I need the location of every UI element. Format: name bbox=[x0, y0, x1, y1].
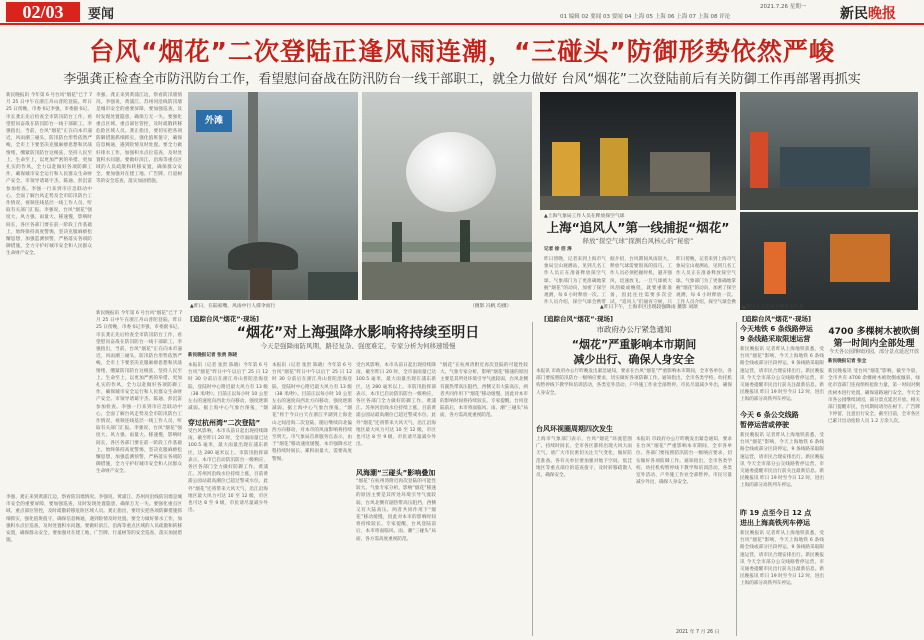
worker-raincoat bbox=[552, 142, 580, 198]
section-name: 要闻 bbox=[88, 7, 115, 22]
story2-col-b bbox=[610, 256, 672, 306]
photo-weather-balloon bbox=[362, 92, 532, 300]
story1-text-a2: 受台风影响，本市从前日起出现持续降雨，截至昨日 20 时，全市面雨量已达 100.5 毫米，最大雨量出现在浦东新区，达 280 毫米以上。市防汛指挥部表示，本市已启动防汛防台一级响应，各区各部门全力做好防御工作。黄浦江、苏州河沿线水位持续上涨，目前黄浦公园站最高潮位已超过警戒水位。此外“烟花”还将带来大风天气，沿江沿海地区最大风力可达 10 至 12 级，市区也可达 8 至 9 级，市民请尽量减少外出。 bbox=[188, 429, 268, 514]
masthead-logo bbox=[840, 3, 896, 23]
story5-col bbox=[828, 368, 920, 636]
story5-subtitle: 今天各公园继续闭园，部分景点延迟开放 bbox=[828, 349, 919, 355]
story5-byline: 新民晚报记者 张全 bbox=[828, 359, 867, 364]
series-tag-3: [追踪台风“烟花”·现场] bbox=[190, 315, 259, 323]
worker-orange bbox=[750, 132, 768, 192]
story1-title: “烟花”对上海强降水影响将持续至明日 bbox=[236, 325, 480, 341]
story1-text-b: 本报讯（记者 张贵 陈晓）今年第 6 号台风“烟花”昨日中午以后于 25 日 12 时 30 分前后在浙江舟山普陀沿海登陆，登陆时中心附近最大风力有 13 级（38 米/秒）。目前正以每小时 10 公里左右的速度向西北方向移动，强度逐渐减弱。据上海中心气象台预报，“烟花”将于今日白天在浙江平湖到上海金山之间沿海二次登陆，随后继续向北偏西方向移动，对本市的风雨影响将持续至明天。市气象局首席服务官表示，由于“烟花”移动速度缓慢，本市强降水过程持续时间长、累积雨量大，需要高度警惕。 bbox=[272, 363, 352, 462]
series-tag-2: [追踪台风“烟花”·现场] bbox=[742, 315, 811, 323]
story3-kicker: 市政府办公厅紧急通知 bbox=[596, 325, 672, 334]
story1-byline: 新民晚报记者 张贵 陈晓 bbox=[188, 353, 238, 358]
story3-text-b: 本报讯 市政府办公厅昨晚发出紧急通知，要求在台风“烟花”严重影响本市期间，全市各单位、各部门要按照防汛防台一级响应要求，切实做好各项防御工作。通知指出，全市各类学校、幼托机构暂停线下教学和培训活动，各类室外活动、户外施工作业全部暂停。市民尽量减少外出，确保人身安全。 bbox=[636, 437, 732, 486]
story1-text-d: “烟花”在杭州湾附近再次登陆的可能性较大。气象专家分析，影响“烟花”移速的原因主要是其所处环境引导气流较弱，台风北侧有副热带高压阻挡，西侧又有大陆高压，两者共同作用下“烟花”移动缓慢，因此对本市的影响时间将持续较长。专家提醒，台风登陆前后，本市将面临风、雨、潮“三碰头”局面，各方需高度重视防范。 bbox=[440, 363, 528, 419]
main-headline: 台风“烟花”二次登陆正逢风雨连潮，“三碰头”防御形势依然严峻 bbox=[89, 37, 835, 66]
photo-caption-5: ▲昨日下午，上海市区出现较强降雨 摄影 刘歆 bbox=[600, 305, 698, 310]
story3-text-a: 上海市气象部门表示，台风“烟花”环流范围广、持续时间长，全市各区都将出现大风大雨天气，请广大市民密切关注天气变化，做好防范准备。各有关单位要加强对地下空间、低洼地区等重点部位的巡查值守，及时转移疏散人员，确保安全。 bbox=[536, 437, 632, 479]
photo-rain-street bbox=[740, 92, 918, 210]
story5-text: 新民晚报讯 受台风“烟花”影响，截至今晨，全市共有 4700 余棵树木被吹倒或倾斜，绿化市容部门连夜组织抢险力量，第一时间对倒伏树木进行处置，确保道路通行安全。今天全市各公园继续闭园，部分景点延迟开放。相关部门提醒市民，台风期间请勿在树下、广告牌下停留，注意出行安全。截至目前，全市各区已累计出动抢险人员 1.2 万余人次。 bbox=[828, 369, 920, 425]
header-rule bbox=[0, 23, 924, 25]
transit-head-5: 昨 19 点至今日 12 点 bbox=[740, 509, 812, 517]
story1-subhead-1: 穿过杭州湾“二次登陆” bbox=[188, 419, 261, 427]
photo-caption-3: ▲上海气象局工作人员在释放探空气球 bbox=[544, 214, 625, 219]
lead-story-col-c bbox=[96, 310, 182, 490]
edition-date: 2021.7.26 星期一 bbox=[760, 4, 807, 10]
story1-subhead-2: 风海潮“三碰头”影响叠加 bbox=[356, 469, 436, 477]
worker-vest bbox=[764, 242, 786, 294]
story2-text-a: 昨日傍晚，记者来到上海市气象局宝山观测站，见到几名工作人员正在准备释放探空气球。气象部门为了更准确地掌握“烟花”的动向，加密了探空观测，每 6 小时释放一次。工作人员介绍，探空气球会携带 bbox=[544, 257, 606, 306]
story1-col-d bbox=[440, 362, 528, 636]
story3-title: “烟花”严重影响本市期间 bbox=[571, 338, 697, 351]
photo-caption-1: ▲昨日，在陆家嘴，风雨中行人撑伞而行 bbox=[190, 304, 276, 309]
transit-text-3 bbox=[740, 530, 824, 636]
transit-para-1: 新民晚报讯 记者昨从上海地铁获悉，受台风“烟花”影响，今天上海地铁 6 条线路全线或部分区段停运，9 条线路采取限速运营，请市民合理安排出行。新民晚报讯 今天全市部分公交线路暂停运营，市交通委提醒市民出行前关注最新信息。新民晚报讯 昨日 19 时至今日 12 时，进出上海的部分高铁列车停运。 bbox=[740, 347, 824, 403]
story1-col-a2 bbox=[188, 428, 268, 636]
umbrella bbox=[228, 242, 298, 270]
story1-col-a bbox=[188, 362, 268, 412]
story1-col-b bbox=[272, 362, 352, 636]
photo-caption-6: ▲防汛人员连夜开展排水作业 bbox=[742, 305, 804, 310]
story3-title2: 减少出行、确保人身安全 bbox=[573, 353, 695, 366]
story2-subtitle: 释放“探空气球”探测台风核心的“秘密” bbox=[582, 237, 694, 245]
brand-a: 新民 bbox=[840, 6, 868, 22]
lead-text-d: 李强、龚正来到黄浦江边，察看防汛墙情况。李强说，黄浦江、苏州河沿线防汛墙是城市安全的重要屏障，要加强巡查，及时发现处置隐患，确保万无一失。要强化重点区域、重点部位管控，及时疏散转移危险区域人员。龚正指出，要切实把各项防御措施抓细抓实，强化值班值守，确保信息畅通，遇到险情及时处置。要全力做好排水工作，加强积水点位巡查，及时处置积水问题。要做好滨江、沿海等重点区域的人员疏散和转移安置，确保群众安全。要加强对在建工地、广告牌、行道树等的安全巡查，落实加固措施。 bbox=[6, 495, 182, 544]
story2-byline: 记者 徐 佰 涛 bbox=[544, 247, 572, 252]
story1-text-c2: “烟花”在杭州湾附近再次登陆的可能性较大。气象专家分析，影响“烟花”移速的原因主要是其所处环境引导气流较弱，台风北侧有副热带高压阻挡，西侧又有大陆高压，两者共同作用下“烟花”移动缓慢，因此对本市的影响时间将持续较长。专家提醒，台风登陆前后，本市将面临风、雨、潮“三碰头”局面，各方需高度重视防范。 bbox=[356, 479, 436, 542]
main-subhead: 李强龚正检查全市防汛防台工作，看望慰问奋战在防汛防台一线干部职工，就全力做好 台风“烟花”二次登陆前后有关防御工作再部署再抓实 bbox=[63, 72, 861, 87]
transit-head-6: 进出上海高铁列车停运 bbox=[740, 519, 810, 527]
story2-text-b: 据介绍，台风期间风雨较大，释放气球需要很高的技巧。工作人员必须把握时机，避开强风，迅速放飞。一旦气球被大风刮破或缠绕，就要重新准备，因此往往需要多次尝试。“追风人”们通宵守候，只 bbox=[610, 257, 672, 306]
story3-date: 2021 年 7 月 26 日 bbox=[676, 630, 720, 635]
lead-text-a: 新民晚报讯 今年第 6 号台风“烟花”已于 7 月 25 日中午在浙江舟山普陀登陆。昨日 25 日傍晚，市委书记李强，市委副书记、市长龚正先后检查全市防汛防台工作，看望慰问奋战在防汛防台一线干部职工。李强指出，当前，台风“烟花”正在向本市逼近，风雨潮三碰头，防汛防台形势依然严峻，全市上下要坚决克服麻痹思想和厌战情绪，绷紧防汛防台这根弦，坚持人民至上、生命至上，以更加严密的举措、更加扎实的作风，全力以赴做好各项防御工作，确保城市安全运行和人民群众生命财产安全。市领导诸葛宇杰、陈通、彭沉雷参加检查。李强一行来到市应急联动中心，全面了解台风走势及全市防汛防台工作情况，视频连线基层一线工作人员，听取有关部门汇报。李强说，台风“烟花”强度大、风力强、雨量大、移速慢，影响时间长，各区各部门要在前一阶段工作基础上，始终保持高度警惕，坚决克服麻痹松懈思想，加强监测预警，严格落实各项防御措施，全力守护好城市安全和人民群众生命财产安全。 bbox=[6, 93, 92, 257]
story5-title2: 第一时间内全部处理 bbox=[833, 339, 915, 349]
story3-text-lead: 本报讯 市政府办公厅昨晚发出紧急通知，要求在台风“烟花”严重影响本市期间，全市各单位、各部门要按照防汛防台一级响应要求，切实做好各项防御工作。通知指出，全市各类学校、幼托机构暂停线下教学和培训活动，各类室外活动、户外施工作业全部暂停。市民尽量减少外出，确保人身安全。 bbox=[536, 369, 732, 396]
divider-v1 bbox=[532, 322, 533, 636]
street-sign: 外滩 bbox=[196, 110, 232, 132]
story2-col-a bbox=[544, 256, 606, 306]
lead-text-b: 李强、龚正来到黄浦江边，察看防汛墙情况。李强说，黄浦江、苏州河沿线防汛墙是城市安全的重要屏障，要加强巡查，及时发现处置隐患，确保万无一失。要强化重点区域、重点部位管控，及时疏散转移危险区域人员。龚正指出，要切实把各项防御措施抓细抓实，强化值班值守，确保信息畅通，遇到险情及时处置。要全力做好排水工作，加强积水点位巡查，及时处置积水问题。要做好滨江、沿海等重点区域的人员疏散和转移安置，确保群众安全。要加强对在建工地、广告牌、行道树等的安全巡查，落实加固措施。 bbox=[96, 93, 182, 185]
page-header bbox=[0, 0, 924, 22]
series-tag-1: [追踪台风“烟花”·现场] bbox=[544, 315, 613, 323]
story1-text-c: 受台风影响，本市从前日起出现持续降雨，截至昨日 20 时，全市面雨量已达 100.5 毫米，最大雨量出现在浦东新区，达 280 毫米以上。市防汛指挥部表示，本市已启动防汛防台一级响应，各区各部门全力做好防御工作。黄浦江、苏州河沿线水位持续上涨，目前黄浦公园站最高潮位已超过警戒水位。此外“烟花”还将带来大风天气，沿江沿海地区最大风力可达 10 至 12 级，市区也可达 8 至 9 级，市民请尽量减少外出。 bbox=[356, 363, 436, 448]
page-nav: 01 编辑 02 要闻 03 要闻 04 上海 05 上海 06 上海 07 上海 08 评论 bbox=[560, 14, 731, 20]
photo-night-rescue bbox=[540, 92, 736, 210]
transit-head-4: 暂停运营或停驶 bbox=[740, 421, 789, 429]
transit-text-1 bbox=[740, 346, 824, 406]
lead-text-c: 新民晚报讯 今年第 6 号台风“烟花”已于 7 月 25 日中午在浙江舟山普陀登陆。昨日 25 日傍晚，市委书记李强，市委副书记、市长龚正先后检查全市防汛防台工作，看望慰问奋战在防汛防台一线干部职工。李强指出，当前，台风“烟花”正在向本市逼近，风雨潮三碰头，防汛防台形势依然严峻，全市上下要坚决克服麻痹思想和厌战情绪，绷紧防汛防台这根弦，坚持人民至上、生命至上，以更加严密的举措、更加扎实的作风，全力以赴做好各项防御工作，确保城市安全运行和人民群众生命财产安全。市领导诸葛宇杰、陈通、彭沉雷参加检查。李强一行来到市应急联动中心，全面了解台风走势及全市防汛防台工作情况，视频连线基层一线工作人员，听取有关部门汇报。李强说，台风“烟花”强度大、风力强、雨量大、移速慢，影响时间长，各区各部门要在前一阶段工作基础上，始终保持高度警惕，坚决克服麻痹松懈思想，加强监测预警，严格落实各项防御措施，全力守护好城市安全和人民群众生命财产安全。 bbox=[96, 311, 182, 475]
lead-story-col-d bbox=[6, 494, 182, 636]
story2-col-c bbox=[676, 256, 736, 306]
story3-col-a bbox=[536, 436, 632, 636]
page-number: 02/03 bbox=[6, 2, 80, 22]
story2-text-c: 昨日傍晚，记者来到上海市气象局宝山观测站，见到几名工作人员正在准备释放探空气球。气象部门为了更准确地掌握“烟花”的动向，加密了探空观测，每 6 小时释放一次。工作人员介绍，探空气球会携 bbox=[676, 257, 736, 306]
story2-title: 上海“追风人”第一线捕捉“烟花” bbox=[546, 220, 730, 235]
story3-lead bbox=[536, 368, 732, 418]
photo-caption-2: （摄影 冯帆 均摄） bbox=[470, 304, 512, 309]
story1-subtitle: 今天是强降雨防风期，路径复杂、强度难定，专家分析为何移速缓慢 bbox=[260, 342, 456, 350]
transit-text-2 bbox=[740, 432, 824, 502]
balloon bbox=[406, 132, 496, 212]
photo-drainage bbox=[740, 212, 918, 310]
transit-para-2: 新民晚报讯 记者昨从上海地铁获悉，受台风“烟花”影响，今天上海地铁 6 条线路全线或部分区段停运，9 条线路采取限速运营，请市民合理安排出行。新民晚报讯 今天全市部分公交线路暂停运营，市交通委提醒市民出行前关注最新信息。新民晚报讯 昨日 19 时至今日 12 时，进出上海的部分高铁列车停运。 bbox=[740, 433, 824, 489]
story5-title: 4700 多棵树木被吹倒 bbox=[828, 327, 920, 337]
divider-v2 bbox=[736, 322, 737, 636]
photo-umbrella-street bbox=[188, 92, 358, 300]
transit-head-2: 9 条线路采取限速运营 bbox=[740, 335, 811, 343]
lead-story-col-a bbox=[6, 92, 92, 490]
story1-text-a: 本报讯（记者 张贵 陈晓）今年第 6 号台风“烟花”昨日中午以后于 25 日 12 时 30 分前后在浙江舟山普陀沿海登陆，登陆时中心附近最大风力有 13 级（38 米/秒）。目前正以每小时 10 公里左右的速度向西北方向移动，强度逐渐减弱。据上海中心气象台预报，“烟 bbox=[188, 363, 268, 412]
story1-col-c2 bbox=[356, 478, 436, 636]
transit-para-3: 新民晚报讯 记者昨从上海地铁获悉，受台风“烟花”影响，今天上海地铁 6 条线路全线或部分区段停运，9 条线路采取限速运营，请市民合理安排出行。新民晚报讯 今天全市部分公交线路暂停运营，市交通委提醒市民出行前关注最新信息。新民晚报讯 昨日 19 时至今日 12 时，进出上海的部分高铁列车停运。 bbox=[740, 531, 824, 587]
story3-col-b bbox=[636, 436, 732, 624]
transit-head-1: 今天地铁 6 条线路停运 bbox=[740, 325, 813, 333]
lead-story-col-b bbox=[96, 92, 182, 302]
story1-col-c bbox=[356, 362, 436, 462]
brand-b: 晚报 bbox=[868, 6, 896, 22]
transit-head-3: 今天 6 条公交线路 bbox=[740, 411, 799, 419]
story3-subhead: 台风环视圈周期四次发生 bbox=[536, 425, 613, 433]
